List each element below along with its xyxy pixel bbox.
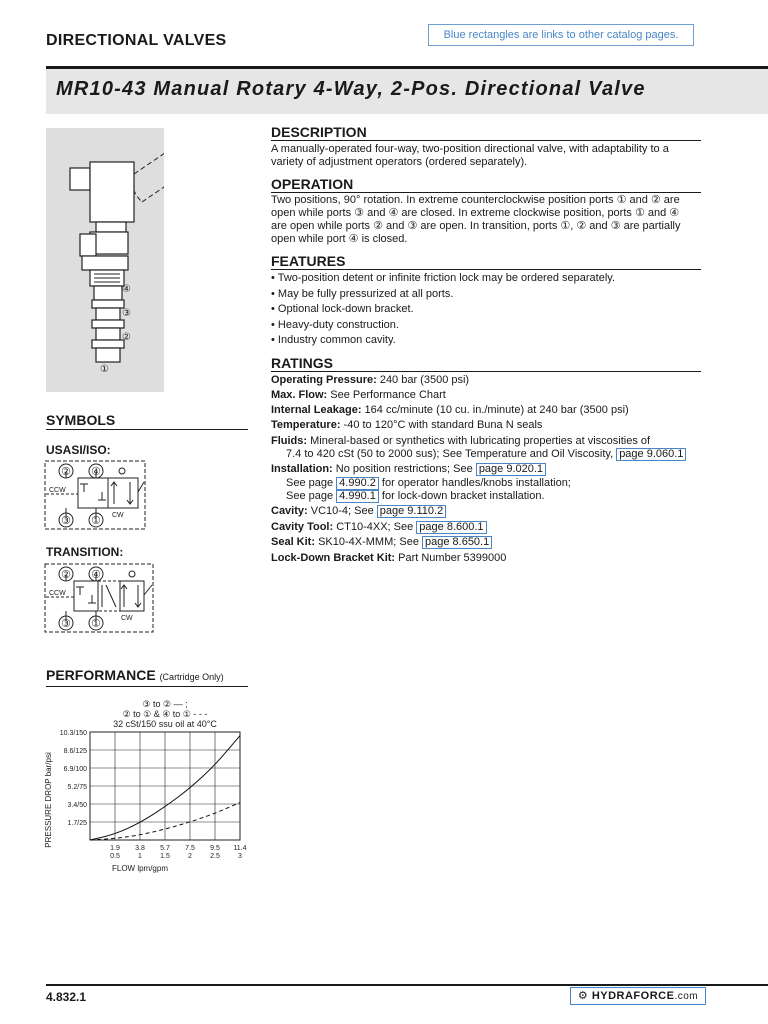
- rating-seal-kit: Seal Kit: SK10-4X-MMM; See page 8.650.1: [271, 536, 492, 549]
- feature-item: • May be fully pressurized at all ports.: [271, 288, 454, 300]
- transition-symbol: [44, 563, 158, 635]
- feature-item: • Optional lock-down bracket.: [271, 303, 414, 315]
- rating-fluids-cont: 7.4 to 420 cSt (50 to 2000 sus); See Temperature and Oil Viscosity, page 9.060.1: [286, 448, 686, 461]
- y-tick-label: 5.2/75: [67, 784, 87, 791]
- operation-line-1: Two positions, 90° rotation. In extreme counterclockwise position ports ① and ② are: [271, 194, 680, 206]
- rating-cavity: Cavity: VC10-4; See page 9.110.2: [271, 505, 446, 518]
- port-label: ③: [61, 515, 71, 527]
- bottom-rule: [46, 984, 768, 986]
- chart-x-axis-label: FLOW lpm/gpm: [111, 864, 169, 873]
- handles-page-link[interactable]: 4.990.2: [336, 477, 379, 490]
- performance-subheading: (Cartridge Only): [159, 672, 224, 682]
- rating-installation: Installation: No position restrictions; See page 9.020.1: [271, 463, 546, 476]
- operation-rule: [271, 192, 701, 193]
- photo-port-label-1: ①: [100, 364, 109, 375]
- usasi-label: USASI/ISO:: [46, 443, 111, 457]
- x-tick-label-gpm: 0.5: [110, 853, 120, 860]
- x-tick-label-gpm: 1: [138, 853, 142, 860]
- seal-kit-page-link[interactable]: page 8.650.1: [422, 536, 492, 549]
- ccw-label: CCW: [49, 487, 66, 494]
- ccw-label: CCW: [49, 590, 66, 597]
- installation-page-link[interactable]: page 9.020.1: [476, 463, 546, 476]
- port-label: ①: [91, 618, 101, 630]
- x-tick-label-gpm: 3: [238, 853, 242, 860]
- description-heading: DESCRIPTION: [271, 124, 367, 140]
- transition-label: TRANSITION:: [46, 545, 124, 559]
- performance-rule: [46, 686, 248, 687]
- photo-port-label-4: ④: [122, 284, 131, 295]
- symbols-heading: SYMBOLS: [46, 412, 116, 428]
- y-tick-label: 1.7/25: [67, 820, 87, 827]
- operation-line-4: open while port ④ is closed.: [271, 233, 408, 245]
- page-title: MR10-43 Manual Rotary 4-Way, 2-Pos. Directional Valve: [56, 78, 646, 100]
- product-photo: [46, 128, 164, 392]
- logo-mark-icon: ⚙: [577, 990, 592, 1002]
- operation-line-2: open while ports ③ and ④ are closed. In extreme clockwise position, ports ① and ④: [271, 207, 680, 219]
- rating-installation-handles: See page 4.990.2 for operator handles/knobs installation;: [286, 477, 571, 489]
- features-heading: FEATURES: [271, 253, 346, 269]
- photo-port-label-2: ②: [122, 332, 131, 343]
- cw-label: CW: [112, 512, 124, 519]
- y-tick-label: 8.6/125: [63, 748, 87, 755]
- rating-internal-leakage: Internal Leakage: 164 cc/minute (10 cu. in./minute) at 240 bar (3500 psi): [271, 404, 629, 416]
- x-tick-label-lpm: 5.7: [160, 845, 170, 852]
- features-rule: [271, 269, 701, 270]
- port-label: ②: [61, 569, 71, 581]
- ratings-rule: [271, 371, 701, 372]
- chart-legend-line-2: ② to ① & ④ to ① - - -: [122, 709, 208, 719]
- x-tick-label-gpm: 2.5: [210, 853, 220, 860]
- y-tick-label: 6.9/100: [63, 766, 87, 773]
- x-tick-label-gpm: 1.5: [160, 853, 170, 860]
- rating-max-flow: Max. Flow: See Performance Chart: [271, 389, 446, 401]
- chart-legend-line-3: 32 cSt/150 ssu oil at 40°C: [113, 719, 217, 729]
- x-tick-label-gpm: 2: [188, 853, 192, 860]
- link-note: Blue rectangles are links to other catalog pages.: [428, 24, 694, 46]
- ratings-heading: RATINGS: [271, 355, 333, 371]
- performance-heading: PERFORMANCE (Cartridge Only): [46, 667, 224, 683]
- description-rule: [271, 140, 701, 141]
- y-tick-label: 3.4/50: [67, 802, 87, 809]
- chart-legend-line-1: ③ to ② — ;: [142, 699, 188, 709]
- rating-operating-pressure: Operating Pressure: 240 bar (3500 psi): [271, 374, 470, 386]
- page-number: 4.832.1: [46, 990, 87, 1004]
- cavity-tool-page-link[interactable]: page 8.600.1: [416, 521, 486, 534]
- valve-illustration: [46, 128, 164, 392]
- y-tick-label: 10.3/150: [59, 730, 87, 737]
- rating-lockdown-kit: Lock-Down Bracket Kit: Part Number 5399000: [271, 552, 507, 564]
- rating-temperature: Temperature: -40 to 120°C with standard Buna N seals: [271, 419, 543, 431]
- photo-port-label-3: ③: [122, 308, 131, 319]
- hydraforce-logo-link[interactable]: ⚙ HYDRAFORCE.com: [570, 987, 706, 1005]
- symbols-rule: [46, 429, 248, 430]
- chart-y-axis-label: PRESSURE DROP bar/psi: [44, 752, 53, 848]
- port-label: ④: [91, 466, 101, 478]
- feature-item: • Two-position detent or infinite friction lock may be ordered separately.: [271, 272, 616, 284]
- operation-heading: OPERATION: [271, 176, 354, 192]
- feature-item: • Industry common cavity.: [271, 334, 396, 346]
- cavity-page-link[interactable]: page 9.110.2: [377, 505, 446, 518]
- section-label: DIRECTIONAL VALVES: [46, 32, 227, 49]
- operation-line-3: are open while ports ② and ③ are open. In transition, ports ①, ② and ③ are partially: [271, 220, 681, 232]
- rating-fluids: Fluids: Mineral-based or synthetics with lubricating properties at viscosities of: [271, 435, 651, 447]
- x-tick-label-lpm: 3.8: [135, 845, 145, 852]
- x-tick-label-lpm: 7.5: [185, 845, 195, 852]
- x-tick-label-lpm: 1.9: [110, 845, 120, 852]
- feature-item: • Heavy-duty construction.: [271, 319, 399, 331]
- bracket-page-link[interactable]: 4.990.1: [336, 490, 379, 503]
- port-label: ③: [61, 618, 71, 630]
- description-line-2: variety of adjustment operators (ordered separately).: [271, 156, 528, 168]
- port-label: ②: [61, 466, 71, 478]
- port-label: ①: [91, 515, 101, 527]
- description-line-1: A manually-operated four-way, two-position directional valve, with adaptability to a: [271, 143, 669, 155]
- cw-label: CW: [121, 615, 133, 622]
- x-tick-label-lpm: 9.5: [210, 845, 220, 852]
- usasi-symbol: [44, 460, 148, 532]
- rating-cavity-tool: Cavity Tool: CT10-4XX; See page 8.600.1: [271, 521, 487, 534]
- fluids-page-link[interactable]: page 9.060.1: [616, 448, 686, 461]
- rating-installation-bracket: See page 4.990.1 for lock-down bracket installation.: [286, 490, 545, 502]
- port-label: ④: [91, 569, 101, 581]
- performance-chart: [40, 692, 250, 882]
- x-tick-label-lpm: 11.4: [233, 845, 247, 852]
